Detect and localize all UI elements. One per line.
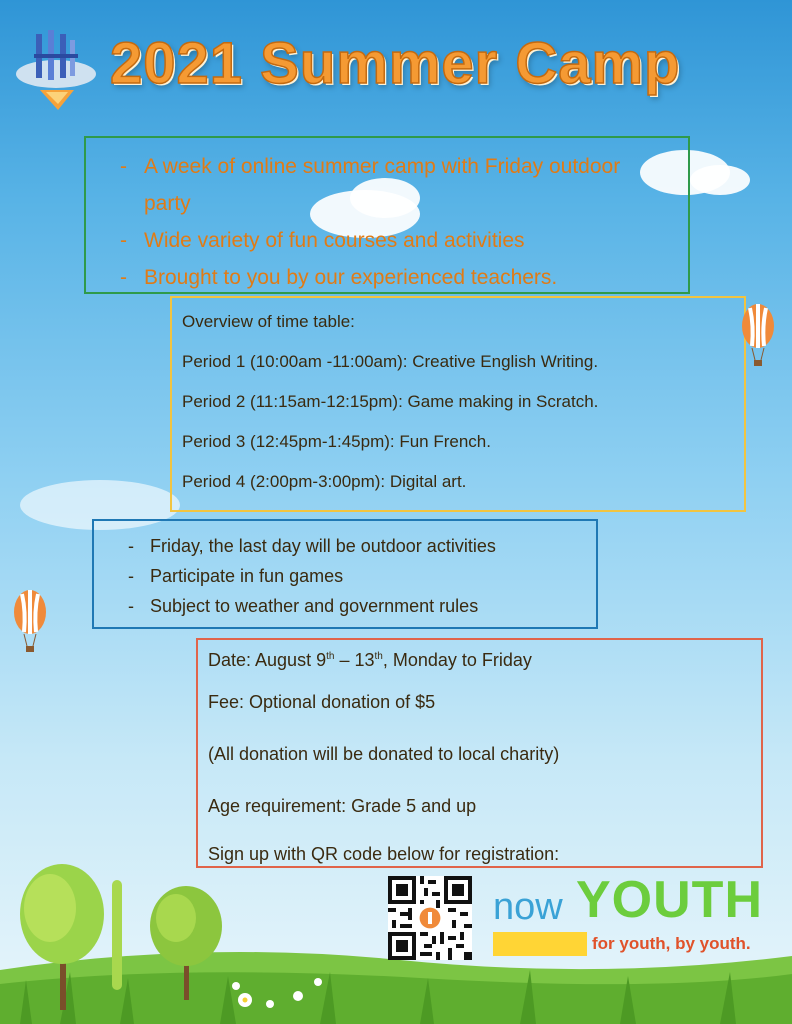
info-box [196,638,763,868]
hot-air-balloon-icon [740,302,776,372]
timetable-period: Period 3 (12:45pm-1:45pm): Fun French. [182,432,491,451]
camp-fee: Fee: Optional donation of $5 [208,692,436,712]
list-item: - Brought to you by our experienced teachers. [116,259,678,296]
page-title: 2021 Summer Camp [110,31,681,96]
list-item: - Friday, the last day will be outdoor activities [124,531,596,561]
signup-instruction: Sign up with QR code below for registration: [208,844,560,864]
list-item: - Subject to weather and government rules [124,591,596,621]
friday-list [94,521,596,621]
timetable-period: Period 1 (10:00am -11:00am): Creative English Writing. [182,352,599,371]
brand-tagline: for youth, by youth. [592,934,751,953]
donation-note: (All donation will be donated to local charity) [208,744,560,764]
timetable-period: Period 2 (11:15am-12:15pm): Game making in Scratch. [182,392,599,411]
brand-highlight-bar [493,932,587,956]
list-item: - Participate in fun games [124,561,596,591]
list-item: - Wide variety of fun courses and activities [116,222,678,259]
cloud [690,165,750,195]
age-requirement: Age requirement: Grade 5 and up [208,796,477,816]
intro-list [86,138,688,296]
timetable-box [170,296,746,512]
school-logo-icon [12,28,100,118]
brand-now-text: now [493,886,563,928]
timetable-heading: Overview of time table: [182,312,355,331]
brand-youth-text: YOUTH [576,871,763,929]
qr-code-icon[interactable] [388,876,472,960]
list-item: - A week of online summer camp with Friday outdoor party [116,148,664,222]
timetable-period: Period 4 (2:00pm-3:00pm): Digital art. [182,472,467,491]
hot-air-balloon-icon [12,588,48,658]
friday-box [92,519,598,629]
camp-date: Date: August 9th – 13th, Monday to Friday [208,650,532,670]
intro-box [84,136,690,294]
